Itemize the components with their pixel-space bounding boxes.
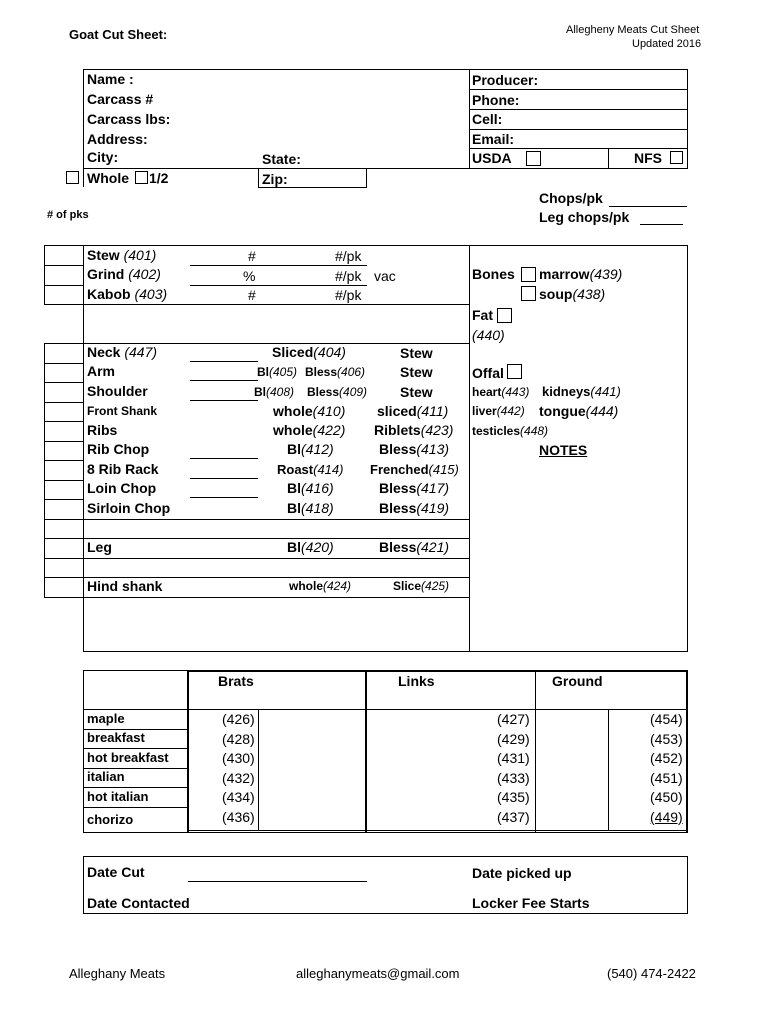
soup-checkbox[interactable] (521, 286, 536, 301)
neck-sliced: Sliced(404) (272, 344, 346, 360)
whole-checkbox[interactable] (66, 171, 79, 184)
brats-header: Brats (218, 673, 254, 689)
chops-per-pack-label: Chops/pk (539, 190, 603, 206)
kabob-label: Kabob (403) (87, 286, 168, 302)
sausage-ground-code: (449) (650, 809, 683, 825)
date-contacted-label: Date Contacted (87, 895, 190, 911)
links-header: Links (398, 673, 435, 689)
neck-stew: Stew (400, 345, 433, 361)
sausage-brats-code: (436) (222, 809, 255, 825)
hind-shank-label: Hind shank (87, 578, 163, 594)
shoulder-label: Shoulder (87, 383, 148, 399)
rib-rack-frenched: Frenched(415) (370, 462, 459, 477)
sausage-brats-code: (432) (222, 770, 255, 786)
company-sheet-title: Allegheny Meats Cut Sheet (566, 24, 700, 36)
riblets: Riblets(423) (374, 422, 454, 438)
rib-chop-boneless: Bless(413) (379, 441, 450, 457)
hind-shank-whole: whole(424) (289, 579, 352, 593)
sausage-ground-code: (453) (650, 731, 683, 747)
hind-shank-slice: Slice(425) (393, 579, 450, 593)
leg-bone-in: Bl(420) (287, 539, 334, 555)
producer-label: Producer: (472, 72, 539, 88)
sausage-ground-code: (451) (650, 770, 683, 786)
ribs-whole: whole(422) (273, 422, 346, 438)
kabob-pounds: # (248, 287, 256, 303)
sausage-brats-code: (426) (222, 711, 255, 727)
grind-vac: vac (374, 268, 396, 284)
bones-label: Bones (472, 266, 515, 282)
front-shank-sliced: sliced(411) (377, 403, 449, 419)
zip-label: Zip: (262, 171, 288, 187)
ground-header: Ground (552, 673, 603, 689)
sausage-links-code: (437) (497, 809, 530, 825)
rib-chop-bone-in: Bl(412) (287, 441, 334, 457)
ribs-label: Ribs (87, 422, 118, 438)
email-label: Email: (472, 131, 515, 147)
date-picked-up-label: Date picked up (472, 865, 572, 881)
whole-label: Whole (87, 170, 129, 186)
arm-boneless: Bless(406) (305, 365, 366, 379)
date-cut-label: Date Cut (87, 864, 145, 880)
sausage-links-code: (435) (497, 789, 530, 805)
grind-percent: % (243, 268, 256, 284)
sirloin-chop-bone-in: Bl(418) (287, 500, 334, 516)
rib-chop-label: Rib Chop (87, 441, 150, 457)
fat-label: Fat (472, 307, 493, 323)
sausage-row-name: maple (87, 711, 125, 726)
stew-pounds: # (248, 248, 256, 264)
sausage-brats-code: (430) (222, 750, 255, 766)
half-label: 1/2 (149, 170, 169, 186)
leg-label: Leg (87, 539, 112, 555)
front-shank-label: Front Shank (87, 404, 158, 418)
sausage-row-name: chorizo (87, 812, 134, 827)
sausage-row-name: breakfast (87, 730, 145, 745)
sausage-ground-code: (450) (650, 789, 683, 805)
name-label: Name : (87, 71, 134, 87)
kabob-per-pack: #/pk (335, 287, 362, 303)
soup-label: soup(438) (539, 286, 606, 302)
carcass-lbs-label: Carcass lbs: (87, 111, 171, 127)
offal-label: Offal (472, 365, 504, 381)
arm-label: Arm (87, 363, 116, 379)
nfs-label: NFS (634, 150, 662, 166)
grind-label: Grind (402) (87, 266, 161, 282)
stew-label: Stew (401) (87, 247, 157, 263)
city-label: City: (87, 149, 119, 165)
sirloin-chop-label: Sirloin Chop (87, 500, 171, 516)
stew-per-pack: #/pk (335, 248, 362, 264)
page-title: Goat Cut Sheet: (69, 27, 168, 42)
footer-phone: (540) 474-2422 (607, 966, 696, 981)
carcass-number-label: Carcass # (87, 91, 154, 107)
sausage-links-code: (431) (497, 750, 530, 766)
shoulder-bone-in: Bl(408) (254, 385, 295, 399)
kidneys-label: kidneys(441) (542, 384, 621, 399)
address-label: Address: (87, 131, 148, 147)
sausage-brats-code: (434) (222, 789, 255, 805)
heart-label: heart(443) (472, 385, 530, 399)
loin-chop-bone-in: Bl(416) (287, 480, 334, 496)
rib-rack-roast: Roast(414) (277, 462, 344, 477)
liver-label: liver(442) (472, 404, 525, 418)
arm-boneless-in: Bl(405) (257, 365, 298, 379)
sausage-row-name: hot italian (87, 789, 149, 804)
updated-date: Updated 2016 (632, 38, 702, 50)
shoulder-stew: Stew (400, 384, 433, 400)
state-label: State: (262, 151, 301, 167)
fat-code: (440) (472, 327, 505, 343)
sausage-brats-code: (428) (222, 731, 255, 747)
sausage-ground-code: (454) (650, 711, 683, 727)
nfs-checkbox[interactable] (670, 151, 683, 164)
locker-fee-label: Locker Fee Starts (472, 895, 590, 911)
sausage-links-code: (433) (497, 770, 530, 786)
leg-chops-per-pack-label: Leg chops/pk (539, 209, 630, 225)
notes-heading: NOTES (539, 442, 588, 458)
arm-stew: Stew (400, 364, 433, 380)
tongue-label: tongue(444) (539, 403, 619, 419)
rib-rack-label: 8 Rib Rack (87, 461, 159, 477)
marrow-checkbox[interactable] (521, 267, 536, 282)
sausage-links-code: (427) (497, 711, 530, 727)
shoulder-boneless: Bless(409) (307, 385, 368, 399)
cell-label: Cell: (472, 111, 503, 127)
sirloin-chop-boneless: Bless(419) (379, 500, 450, 516)
marrow-label: marrow(439) (539, 266, 623, 282)
footer-email: alleghanymeats@gmail.com (296, 966, 460, 981)
sausage-row-name: hot breakfast (87, 750, 169, 765)
neck-label: Neck (447) (87, 344, 158, 360)
usda-checkbox[interactable] (526, 151, 541, 166)
half-checkbox[interactable] (135, 171, 148, 184)
front-shank-whole: whole(410) (273, 403, 346, 419)
offal-checkbox[interactable] (507, 364, 522, 379)
sausage-row-name: italian (87, 769, 125, 784)
leg-boneless: Bless(421) (379, 539, 450, 555)
usda-label: USDA (472, 150, 512, 166)
grind-per-pack: #/pk (335, 268, 362, 284)
phone-label: Phone: (472, 92, 520, 108)
sausage-ground-code: (452) (650, 750, 683, 766)
footer-company: Alleghany Meats (69, 966, 166, 981)
fat-checkbox[interactable] (497, 308, 512, 323)
loin-chop-label: Loin Chop (87, 480, 157, 496)
sausage-links-code: (429) (497, 731, 530, 747)
loin-chop-boneless: Bless(417) (379, 480, 450, 496)
testicles-label: testicles(448) (472, 424, 549, 438)
number-of-packs-label: # of pks (47, 209, 89, 221)
